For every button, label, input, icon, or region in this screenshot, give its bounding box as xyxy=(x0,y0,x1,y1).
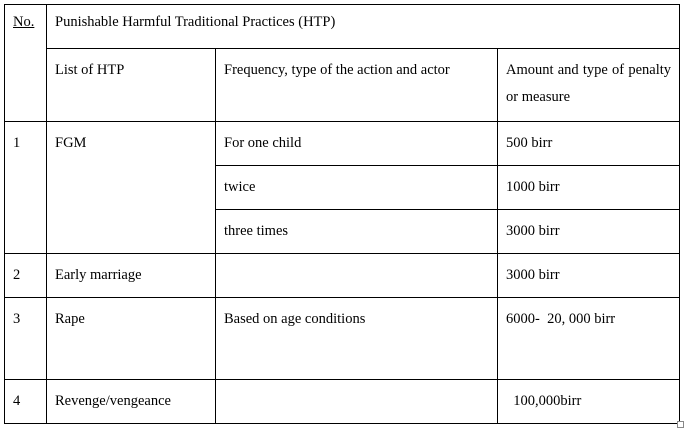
frequency-cell: three times xyxy=(216,210,498,254)
htp-penalty-table xyxy=(4,4,680,424)
row-number: 3 xyxy=(5,298,47,380)
row-number: 1 xyxy=(5,122,47,254)
frequency-header: Frequency, type of the action and actor xyxy=(216,49,498,122)
table-resize-handle[interactable] xyxy=(677,421,684,428)
penalty-header: Amount and type of penalty or measure xyxy=(498,49,680,122)
practice-name: Early marriage xyxy=(47,254,216,298)
table-row xyxy=(5,254,680,298)
penalty-cell: 1000 birr xyxy=(498,166,680,210)
frequency-cell xyxy=(216,254,498,298)
practice-name: FGM xyxy=(47,122,216,254)
table-title: Punishable Harmful Traditional Practices (HTP) xyxy=(47,5,680,49)
column-header-row xyxy=(5,49,680,122)
practice-name: Rape xyxy=(47,298,216,380)
table-title-row xyxy=(5,5,680,49)
frequency-cell: twice xyxy=(216,166,498,210)
frequency-cell xyxy=(216,380,498,424)
penalty-cell: 100,000birr xyxy=(498,380,680,424)
penalty-cell: 3000 birr xyxy=(498,210,680,254)
list-header: List of HTP xyxy=(47,49,216,122)
table-row xyxy=(5,380,680,424)
penalty-cell: 3000 birr xyxy=(498,254,680,298)
number-column-header xyxy=(5,5,47,122)
number-header-label: No. xyxy=(13,14,35,30)
row-number: 4 xyxy=(5,380,47,424)
frequency-cell: For one child xyxy=(216,122,498,166)
table-row xyxy=(5,298,680,380)
penalty-cell: 500 birr xyxy=(498,122,680,166)
practice-name: Revenge/vengeance xyxy=(47,380,216,424)
table-row xyxy=(5,122,680,166)
frequency-cell: Based on age conditions xyxy=(216,298,498,380)
row-number: 2 xyxy=(5,254,47,298)
penalty-cell: 6000- 20, 000 birr xyxy=(498,298,680,380)
